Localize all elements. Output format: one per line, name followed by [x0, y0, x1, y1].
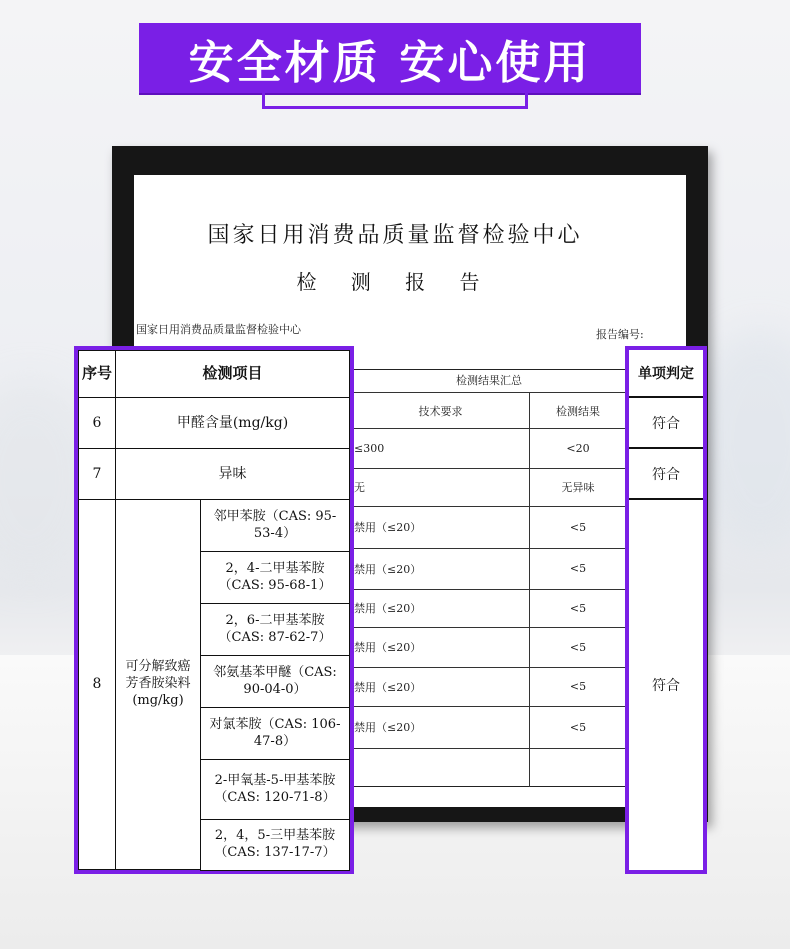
result-cell: <5: [569, 520, 587, 534]
result-cell: <5: [569, 601, 587, 615]
amine-item: 对氯苯胺（CAS: 106-47-8）: [200, 707, 350, 760]
amine-item: 邻氨基苯甲醚（CAS: 90-04-0）: [200, 655, 350, 708]
result-cell: <20: [566, 442, 590, 455]
requirement-header: 技术要求: [418, 405, 463, 418]
amine-item: 2，4，5-三甲基苯胺（CAS: 137-17-7）: [200, 819, 350, 871]
requirement-cell: 无: [354, 481, 365, 494]
requirement-cell: 禁用（≤20）: [354, 602, 422, 615]
requirement-cell: 禁用（≤20）: [354, 562, 422, 576]
summary-header: 检测结果汇总: [352, 369, 626, 393]
column-header-verdict: 单项判定: [629, 350, 703, 398]
result-cell: <5: [569, 562, 587, 575]
amine-item: 2-甲氧基-5-甲基苯胺（CAS: 120-71-8）: [200, 759, 350, 820]
verdict-row-6: 符合: [629, 398, 703, 449]
row-8-number: 8: [78, 499, 116, 870]
report-number-label: 报告编号:: [596, 328, 644, 341]
banner-underline-bracket: [262, 93, 528, 109]
result-cell: <5: [569, 640, 587, 654]
amine-item: 邻甲苯胺（CAS: 95-53-4）: [200, 499, 350, 552]
amine-item: 2，4-二甲基苯胺（CAS: 95-68-1）: [200, 551, 350, 604]
requirement-cell: 禁用（≤20）: [354, 641, 422, 654]
test-items-table: [74, 346, 354, 874]
requirement-cell: 禁用（≤20）: [354, 680, 422, 694]
headline-banner: [139, 23, 641, 93]
amine-item: 2，6-二甲基苯胺（CAS: 87-62-7）: [200, 603, 350, 656]
verdict-row-7: 符合: [629, 449, 703, 500]
result-header: 检测结果: [556, 405, 600, 418]
result-cell: <5: [569, 680, 587, 693]
result-cell: <5: [569, 720, 587, 734]
row-7-item: 异味: [115, 448, 350, 500]
headline-text: 安全材质 安心使用: [188, 35, 592, 89]
column-header-number: 序号: [78, 350, 116, 398]
result-cell: 无异味: [561, 481, 595, 494]
column-header-item: 检测项目: [115, 350, 350, 398]
row-7-number: 7: [78, 448, 116, 500]
certificate-organization: 国家日用消费品质量监督检验中心: [207, 223, 583, 248]
row-6-item: 甲醛含量(mg/kg): [115, 397, 350, 449]
verdict-table: [625, 346, 707, 874]
requirement-cell: 禁用（≤20）: [354, 521, 422, 534]
certificate-title: 检 测 报 告: [296, 270, 494, 294]
certificate-sub-organization: 国家日用消费品质量监督检验中心: [136, 323, 301, 336]
row-6-number: 6: [78, 397, 116, 449]
requirement-cell: ≤300: [354, 442, 385, 455]
verdict-row-8: 符合: [652, 678, 680, 694]
row-8-group: 可分解致癌芳香胺染料(mg/kg): [115, 499, 201, 870]
table-divider: [352, 748, 626, 749]
requirement-cell: 禁用（≤20）: [354, 721, 422, 734]
